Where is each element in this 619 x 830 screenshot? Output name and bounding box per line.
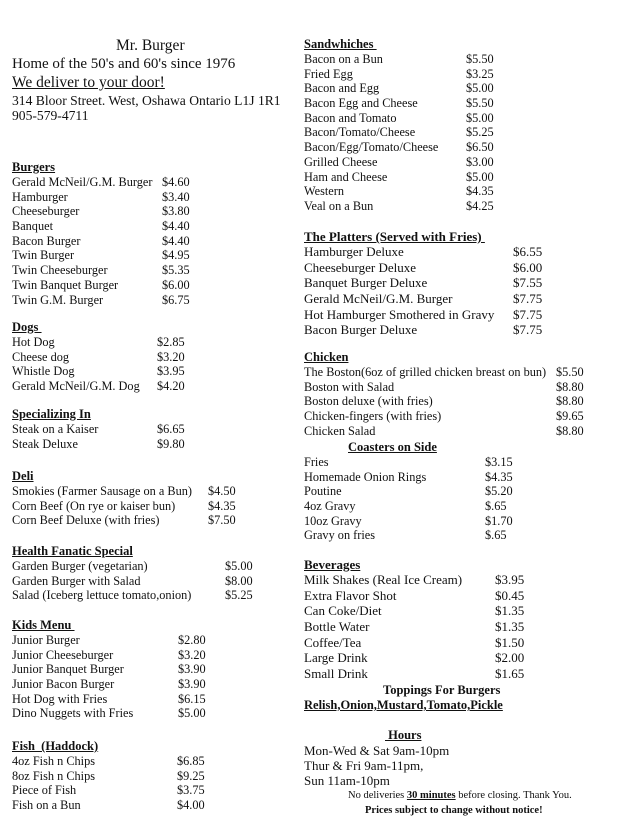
menu-item <box>304 170 616 185</box>
menu-item-name: 4oz Gravy <box>304 499 356 514</box>
delivery-note <box>348 790 572 801</box>
menu-item-name: Twin Banquet Burger <box>12 277 119 292</box>
menu-item-price: $1.65 <box>495 666 525 682</box>
price-disclaimer: Prices subject to change without notice! <box>365 805 543 816</box>
menu-item-price: $5.00 <box>466 81 494 96</box>
menu-item-name: Dino Nuggets with Fries <box>12 706 134 721</box>
menu-item <box>304 666 616 682</box>
menu-item-price: $1.35 <box>495 603 525 619</box>
menu-item <box>12 364 302 379</box>
menu-item <box>304 140 616 155</box>
menu-item-price: $6.75 <box>162 292 190 307</box>
menu-item-price: $9.65 <box>556 409 584 424</box>
menu-item-name: Bacon and Tomato <box>304 110 397 125</box>
delivery-note-prefix: No deliveries <box>348 790 407 801</box>
menu-item-price: $6.85 <box>177 754 205 768</box>
menu-item-name: Veal on a Bun <box>304 198 374 213</box>
menu-item <box>12 706 302 721</box>
menu-item <box>304 125 616 140</box>
menu-item-price: $4.25 <box>466 198 494 213</box>
menu-item <box>304 470 616 485</box>
menu-item-price: $.65 <box>485 528 507 543</box>
menu-item <box>304 455 616 470</box>
menu-item <box>12 499 302 514</box>
menu-item-name: Fries <box>304 455 329 469</box>
hours-line: Sun 11am-10pm <box>304 773 390 788</box>
menu-item <box>12 484 302 499</box>
menu-item-price: $5.50 <box>556 365 584 379</box>
menu-item-name: Junior Banquet Burger <box>12 662 124 677</box>
menu-item <box>12 379 302 394</box>
menu-item <box>12 588 302 603</box>
menu-item-price: $2.80 <box>178 633 206 647</box>
menu-item-name: Ham and Cheese <box>304 169 388 184</box>
menu-item-name: Twin Burger <box>12 248 75 263</box>
menu-item <box>304 380 616 395</box>
menu-item <box>304 514 616 529</box>
menu-item <box>12 204 302 219</box>
menu-item <box>304 572 616 588</box>
menu-item-name: Whistle Dog <box>12 364 75 379</box>
menu-item-name: Bacon/Tomato/Cheese <box>304 125 416 140</box>
menu-item-name: Extra Flavor Shot <box>304 587 397 603</box>
menu-item-name: Chicken-fingers (with fries) <box>304 409 442 424</box>
menu-item-name: Western <box>304 184 344 199</box>
menu-item <box>304 244 616 260</box>
section-title: Kids Menu <box>12 618 75 632</box>
menu-item-price: $5.35 <box>162 263 190 278</box>
menu-item-price: $5.00 <box>225 559 253 573</box>
menu-item-name: Cheeseburger Deluxe <box>304 259 417 275</box>
menu-item <box>304 199 616 214</box>
menu-item-name: Junior Burger <box>12 633 80 647</box>
menu-item-name: Small Drink <box>304 666 368 682</box>
section-sides <box>304 440 616 543</box>
menu-item-name: Gerald McNeil/G.M. Dog <box>12 379 140 394</box>
menu-item-price: $3.75 <box>177 783 205 798</box>
menu-item-price: $5.00 <box>466 110 494 125</box>
menu-item <box>304 260 616 276</box>
menu-item-name: 4oz Fish n Chips <box>12 754 96 768</box>
menu-item <box>12 422 302 437</box>
toppings-list: Relish,Onion,Mustard,Tomato,Pickle <box>304 698 503 712</box>
menu-item <box>304 588 616 604</box>
menu-item-name: Twin Cheeseburger <box>12 263 108 278</box>
menu-item <box>12 263 302 278</box>
menu-item-price: $1.70 <box>485 513 513 528</box>
menu-item-price: $4.50 <box>208 484 236 498</box>
menu-item <box>304 394 616 409</box>
menu-item-price: $7.75 <box>513 322 543 338</box>
section-title: The Platters (Served with Fries) <box>304 229 485 244</box>
menu-item-price: $4.60 <box>162 175 190 189</box>
menu-item-name: Steak on a Kaiser <box>12 422 99 436</box>
menu-item <box>12 190 302 205</box>
menu-item-name: Cheeseburger <box>12 204 80 219</box>
menu-item-price: $3.80 <box>162 204 190 219</box>
menu-item <box>304 307 616 323</box>
menu-item-name: Bottle Water <box>304 619 370 635</box>
menu-item-price: $5.25 <box>466 125 494 140</box>
menu-item-name: Junior Cheeseburger <box>12 647 114 662</box>
menu-item <box>12 513 302 528</box>
menu-item <box>304 67 616 82</box>
menu-item-name: Salad (Iceberg lettuce tomato,onion) <box>12 588 192 603</box>
menu-item-price: $4.40 <box>162 219 190 234</box>
section-chicken <box>304 350 616 438</box>
menu-item-price: $6.55 <box>513 244 543 259</box>
menu-item-price: $.65 <box>485 499 507 514</box>
menu-item-price: $4.35 <box>466 184 494 199</box>
phone-number: 905-579-4711 <box>12 108 89 123</box>
menu-item-name: Smokies (Farmer Sausage on a Bun) <box>12 484 192 498</box>
menu-item-price: $3.20 <box>178 647 206 662</box>
menu-item-name: Junior Bacon Burger <box>12 677 115 692</box>
menu-item-name: Hamburger <box>12 189 68 204</box>
menu-item-price: $7.75 <box>513 291 543 307</box>
menu-item-price: $8.80 <box>556 379 584 394</box>
menu-item-name: Can Coke/Diet <box>304 603 382 619</box>
menu-item-price: $8.00 <box>225 573 253 588</box>
menu-item-price: $4.20 <box>157 379 185 394</box>
section-deli <box>12 469 302 528</box>
menu-item <box>304 322 616 338</box>
menu-item <box>12 350 302 365</box>
delivery-note-suffix: before closing. Thank You. <box>455 790 572 801</box>
menu-item-name: Hamburger Deluxe <box>304 244 404 259</box>
menu-item-name: 8oz Fish n Chips <box>12 768 96 783</box>
menu-item-price: $0.45 <box>495 587 525 603</box>
menu-item <box>12 335 302 350</box>
menu-item-price: $9.80 <box>157 436 185 451</box>
section-platters <box>304 229 616 338</box>
menu-item <box>304 81 616 96</box>
menu-item-price: $3.40 <box>162 189 190 204</box>
section-dogs <box>12 320 302 394</box>
menu-item <box>304 650 616 666</box>
menu-item <box>12 278 302 293</box>
delivery-banner: We deliver to your door! <box>12 74 165 91</box>
menu-item-name: Bacon Egg and Cheese <box>304 96 418 111</box>
menu-item <box>304 424 616 439</box>
menu-item <box>12 662 302 677</box>
menu-item-price: $8.80 <box>556 423 584 438</box>
menu-item-name: Corn Beef (On rye or kaiser bun) <box>12 498 176 513</box>
menu-item-price: $4.40 <box>162 233 190 248</box>
section-health <box>12 544 302 603</box>
menu-item-price: $4.35 <box>485 469 513 484</box>
section-title: Sandwhiches <box>304 37 377 51</box>
menu-item-name: Hot Hamburger Smothered in Gravy <box>304 306 495 322</box>
menu-item-name: Garden Burger (vegetarian) <box>12 559 148 573</box>
menu-item-name: The Boston(6oz of grilled chicken breast on bun) <box>304 365 547 379</box>
menu-item <box>12 175 302 190</box>
section-title: Burgers <box>12 160 56 174</box>
delivery-note-emphasis: 30 minutes <box>406 790 456 801</box>
menu-item-price: $5.00 <box>466 169 494 184</box>
menu-item <box>304 528 616 543</box>
menu-item-name: Boston with Salad <box>304 379 395 394</box>
menu-item-price: $3.95 <box>157 364 185 379</box>
menu-item <box>304 275 616 291</box>
menu-item-name: Banquet <box>12 219 53 234</box>
menu-item <box>304 635 616 651</box>
menu-item <box>12 574 302 589</box>
menu-item-price: $7.50 <box>208 513 236 528</box>
restaurant-name: Mr. Burger <box>116 37 185 54</box>
menu-item <box>12 293 302 308</box>
address: 314 Bloor Street. West, Oshawa Ontario L1J 1R1 <box>12 93 281 108</box>
menu-item <box>12 633 302 648</box>
menu-item <box>12 677 302 692</box>
menu-item-price: $6.00 <box>162 277 190 292</box>
menu-item-name: Bacon on a Bun <box>304 52 383 66</box>
menu-item-price: $6.00 <box>513 259 543 275</box>
menu-item <box>12 219 302 234</box>
menu-item-price: $2.00 <box>495 650 525 666</box>
menu-item-name: Gravy on fries <box>304 528 376 543</box>
menu-item-name: Milk Shakes (Real Ice Cream) <box>304 572 463 587</box>
section-title: Coasters on Side <box>348 440 437 454</box>
menu-item-price: $3.90 <box>178 677 206 692</box>
section-title: Beverages <box>304 557 361 572</box>
toppings-title: Toppings For Burgers <box>383 683 501 697</box>
hours-line: Thur & Fri 9am-11pm, <box>304 758 424 773</box>
menu-item-price: $1.50 <box>495 634 525 650</box>
hours-title: Hours <box>385 728 422 742</box>
section-title: Deli <box>12 469 34 483</box>
menu-item-price: $5.25 <box>225 588 253 603</box>
menu-item-name: Hot Dog <box>12 335 55 349</box>
menu-item-price: $4.95 <box>162 248 190 263</box>
menu-item <box>304 155 616 170</box>
menu-item-name: Garden Burger with Salad <box>12 573 141 588</box>
section-beverages <box>304 557 616 682</box>
section-title: Health Fanatic Special <box>12 544 133 558</box>
hours-list <box>304 743 449 788</box>
menu-item-price: $6.50 <box>466 140 494 155</box>
menu-item <box>12 692 302 707</box>
menu-item <box>304 603 616 619</box>
menu-item-name: 10oz Gravy <box>304 513 362 528</box>
menu-item-price: $6.15 <box>178 691 206 706</box>
section-kids <box>12 618 302 721</box>
menu-item <box>12 234 302 249</box>
menu-item-price: $7.55 <box>513 275 543 291</box>
menu-item <box>304 96 616 111</box>
menu-item-name: Hot Dog with Fries <box>12 691 108 706</box>
menu-item-name: Bacon and Egg <box>304 81 380 96</box>
menu-item <box>12 798 302 813</box>
menu-item-price: $3.25 <box>466 66 494 81</box>
menu-item-name: Cheese dog <box>12 349 70 364</box>
menu-item-name: Banquet Burger Deluxe <box>304 275 428 291</box>
hours-line: Mon-Wed & Sat 9am-10pm <box>304 743 450 758</box>
menu-item <box>12 783 302 798</box>
menu-item-price: $5.50 <box>466 52 494 66</box>
menu-item-name: Piece of Fish <box>12 783 77 798</box>
menu-item <box>304 365 616 380</box>
menu-item-price: $5.50 <box>466 96 494 111</box>
menu-item-price: $4.35 <box>208 498 236 513</box>
menu-item-price: $9.25 <box>177 768 205 783</box>
menu-item <box>304 484 616 499</box>
menu-item-price: $3.95 <box>495 572 525 587</box>
section-title: Dogs <box>12 320 42 334</box>
menu-item <box>304 52 616 67</box>
section-specializing <box>12 407 302 451</box>
section-fish <box>12 739 302 813</box>
menu-item-price: $3.15 <box>485 455 513 469</box>
menu-item-name: Fried Egg <box>304 66 353 81</box>
menu-item <box>12 769 302 784</box>
menu-item-name: Gerald McNeil/G.M. Burger <box>12 175 153 189</box>
menu-item-name: Coffee/Tea <box>304 634 362 650</box>
menu-item <box>304 499 616 514</box>
menu-item-price: $3.00 <box>466 154 494 169</box>
menu-item <box>304 619 616 635</box>
menu-item-name: Bacon/Egg/Tomato/Cheese <box>304 140 439 155</box>
menu-item-price: $3.20 <box>157 349 185 364</box>
menu-item <box>12 248 302 263</box>
menu-item-price: $5.20 <box>485 484 513 499</box>
menu-item <box>12 559 302 574</box>
menu-item-price: $8.80 <box>556 394 584 409</box>
menu-item <box>304 291 616 307</box>
menu-item-name: Grilled Cheese <box>304 154 378 169</box>
menu-item <box>304 184 616 199</box>
menu-item <box>304 409 616 424</box>
menu-item-name: Large Drink <box>304 650 368 666</box>
menu-item-price: $2.85 <box>157 335 185 349</box>
menu-item-price: $3.90 <box>178 662 206 677</box>
section-burgers <box>12 160 302 307</box>
menu-item-price: $1.35 <box>495 619 525 635</box>
menu-item-price: $4.00 <box>177 798 205 813</box>
menu-item-name: Corn Beef Deluxe (with fries) <box>12 513 160 528</box>
menu-item <box>12 437 302 452</box>
menu-item-name: Twin G.M. Burger <box>12 292 104 307</box>
menu-item-name: Homemade Onion Rings <box>304 469 427 484</box>
menu-item-name: Chicken Salad <box>304 423 376 438</box>
menu-item-name: Gerald McNeil/G.M. Burger <box>304 291 453 307</box>
menu-item <box>304 111 616 126</box>
menu-item-name: Boston deluxe (with fries) <box>304 394 433 409</box>
section-title: Chicken <box>304 350 349 364</box>
menu-item-price: $5.00 <box>178 706 206 721</box>
section-title: Specializing In <box>12 407 91 421</box>
menu-item-name: Fish on a Bun <box>12 798 81 813</box>
menu-item-name: Bacon Burger Deluxe <box>304 322 418 338</box>
menu-item-name: Poutine <box>304 484 342 499</box>
section-title: Fish (Haddock) <box>12 739 99 753</box>
menu-item-name: Bacon Burger <box>12 233 81 248</box>
menu-item-price: $6.65 <box>157 422 185 436</box>
menu-item <box>12 754 302 769</box>
tagline: Home of the 50's and 60's since 1976 <box>12 56 236 72</box>
section-sandwiches <box>304 37 616 214</box>
menu-item-name: Steak Deluxe <box>12 436 78 451</box>
menu-item <box>12 648 302 663</box>
menu-item-price: $7.75 <box>513 306 543 322</box>
